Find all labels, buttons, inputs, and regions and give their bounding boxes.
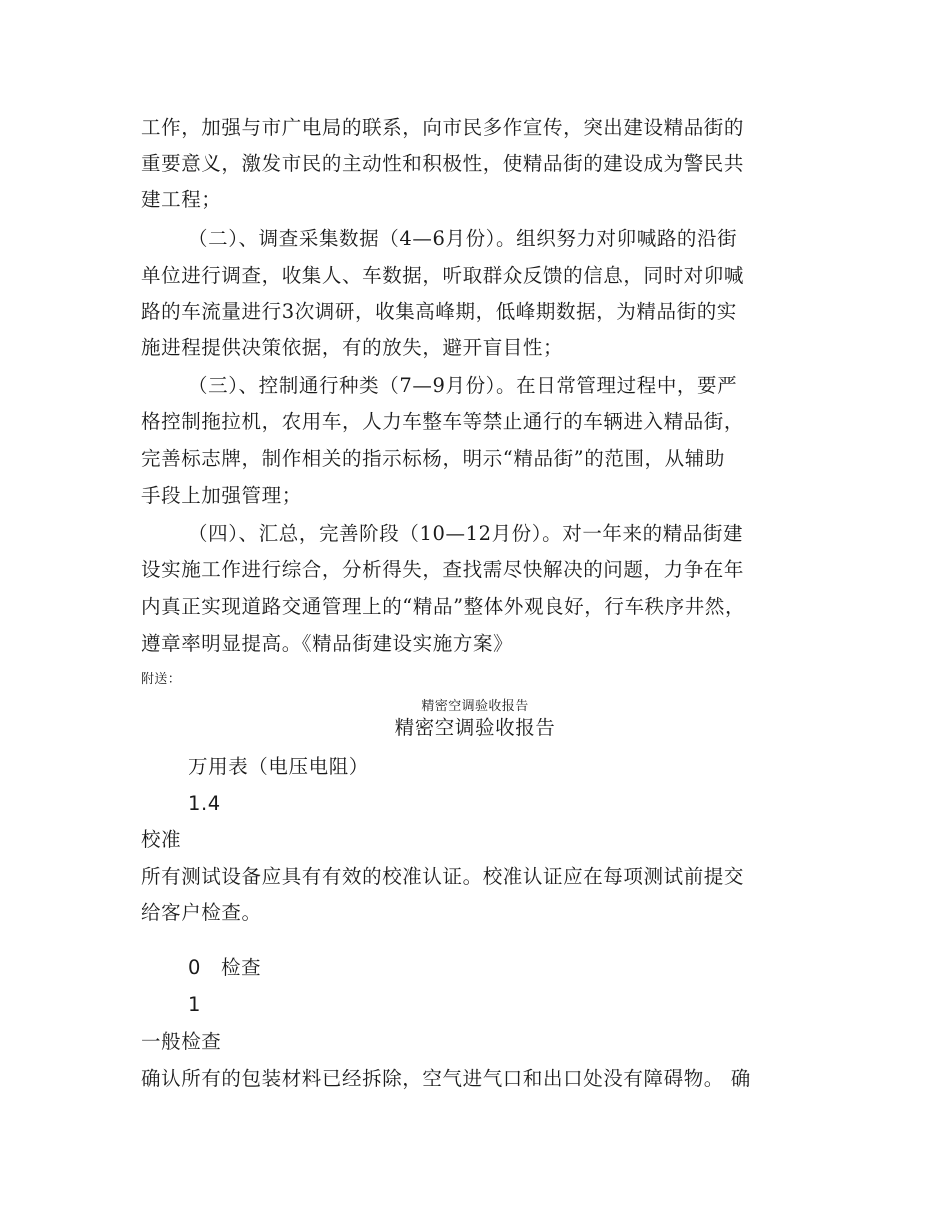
paragraph-line: 施进程提供决策依据，有的放失，避开盲目性； xyxy=(141,336,564,359)
paragraph-line: （二）、调查采集数据（4—6月份）。组织努力对卯喊路的沿街 xyxy=(188,227,738,250)
paragraph-line: 设实施工作进行综合，分析得失，查找需尽快解决的问题，力争在年 xyxy=(141,558,745,581)
calibration-text-line: 所有测试设备应具有有效的校准认证。校准认证应在每项测试前提交 xyxy=(141,865,745,888)
paragraph-line: 格控制拖拉机，农用车，人力车整车等禁止通行的车辆进入精品街， xyxy=(141,410,745,433)
paragraph-line: 工作，加强与市广电局的联系，向市民多作宣传，突出建设精品街的 xyxy=(141,116,745,139)
inspection-heading: 检查 xyxy=(221,956,262,979)
paragraph-line: 遵章率明显提高。《精品街建设实施方案》 xyxy=(141,632,514,655)
inspection-number: 0 xyxy=(188,956,202,979)
paragraph-line: 手段上加强管理； xyxy=(141,484,302,507)
paragraph-line: 建工程； xyxy=(141,188,222,211)
section-number: 1.4 xyxy=(188,792,221,815)
paragraph-line: （三）、控制通行种类（7—9月份）。在日常管理过程中，要严 xyxy=(188,374,738,397)
calibration-text-line: 给客户检查。 xyxy=(141,901,262,924)
paragraph-line: 单位进行调查，收集人、车数据，听取群众反馈的信息，同时对卯喊 xyxy=(141,264,745,287)
paragraph-line: （四）、汇总，完善阶段（10—12月份）。对一年来的精品街建 xyxy=(188,522,744,545)
report-title: 精密空调验收报告 xyxy=(394,716,556,739)
attachment-label: 附送： xyxy=(141,672,182,687)
general-text-line: 确认所有的包装材料已经拆除，空气进气口和出口处没有障碍物。 确 xyxy=(141,1067,751,1090)
multimeter-line: 万用表（电压电阻） xyxy=(188,755,369,778)
calibration-heading: 校准 xyxy=(141,828,182,851)
paragraph-line: 重要意义，激发市民的主动性和积极性，使精品街的建设成为警民共 xyxy=(141,152,745,175)
general-heading: 一般检查 xyxy=(141,1030,222,1053)
report-title-small: 精密空调验收报告 xyxy=(421,699,529,714)
paragraph-line: 完善标志牌，制作相关的指示标杨，明示“精品街”的范围，从辅助 xyxy=(141,447,725,470)
general-number: 1 xyxy=(188,993,202,1016)
paragraph-line: 路的车流量进行3次调研，收集高峰期，低峰期数据，为精品街的实 xyxy=(141,300,737,323)
inspection-line xyxy=(188,956,261,980)
paragraph-line: 内真正实现道路交通管理上的“精品”整体外观良好，行车秩序井然， xyxy=(141,595,746,618)
